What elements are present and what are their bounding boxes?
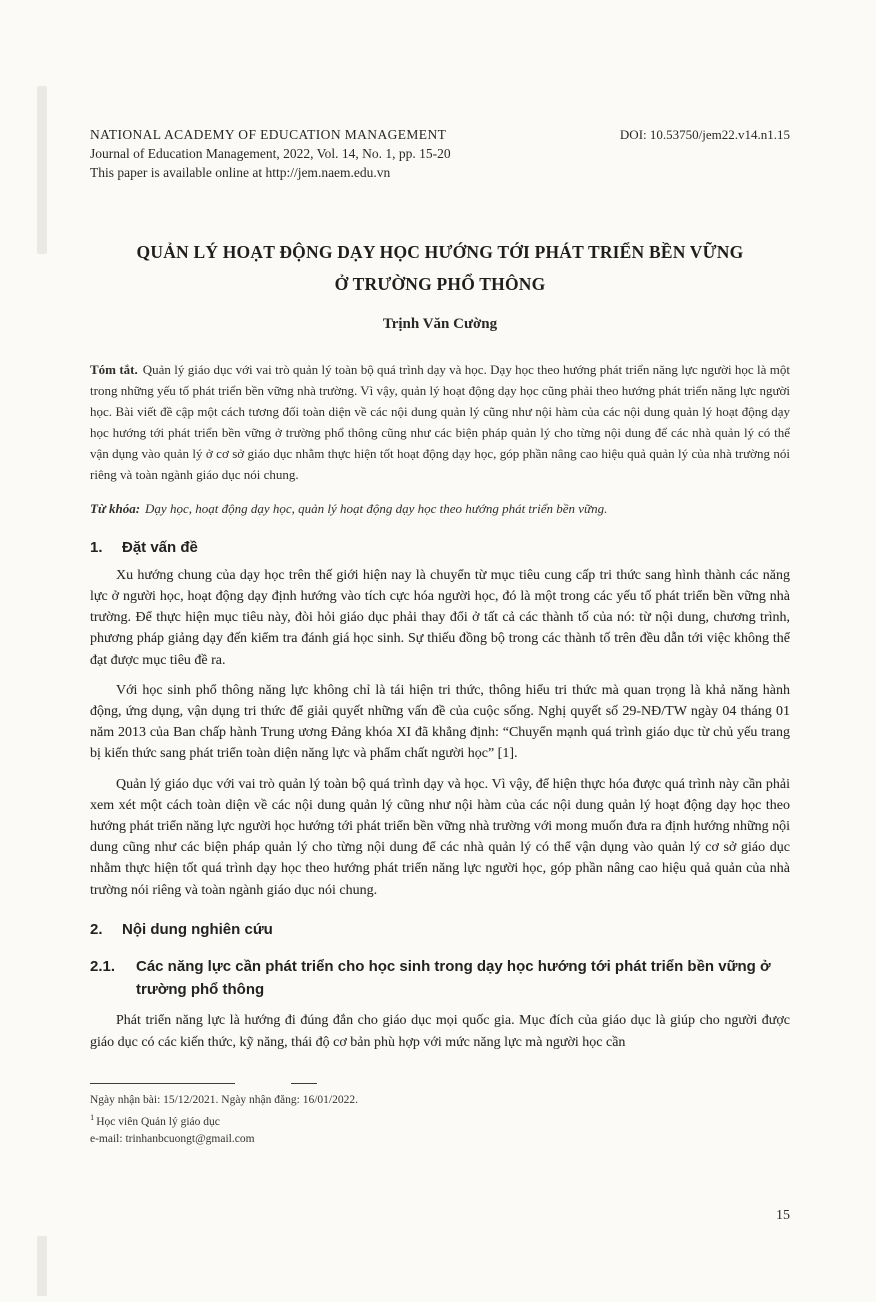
journal-header xyxy=(90,125,790,182)
section-2-title: Nội dung nghiên cứu xyxy=(122,920,273,938)
paragraph: Phát triển năng lực là hướng đi đúng đắn cho giáo dục mọi quốc gia. Mục đích của giáo dục là giúp cho người được giáo dục có các kiến thức, kỹ năng, thái độ cơ bản phù hợp với mức năng lực mà người học cần xyxy=(90,1013,790,1050)
subsection-2-1-number: 2.1. xyxy=(90,957,116,975)
institution-name: NATIONAL ACADEMY OF EDUCATION MANAGEMENT xyxy=(90,127,447,142)
doi-text: DOI: 10.53750/jem22.v14.n1.15 xyxy=(619,127,790,142)
journal-citation: Journal of Education Management, 2022, Vol. 14, No. 1, pp. 15-20 xyxy=(90,146,451,161)
footnote-separator-long xyxy=(90,1083,235,1085)
footnote-dates: Ngày nhận bài: 15/12/2021. Ngày nhận đăng: 16/01/2022. xyxy=(90,1094,358,1107)
journal-header-left xyxy=(90,125,451,182)
footnote-affiliation-text: Học viên Quản lý giáo dục xyxy=(96,1116,220,1129)
footnote-separator-short xyxy=(291,1083,317,1085)
article-title-line1: QUẢN LÝ HOẠT ĐỘNG DẠY HỌC HƯỚNG TỚI PHÁT TRIỂN BỀN VỮNG xyxy=(136,242,744,262)
availability-note: This paper is available online at http://jem.naem.edu.vn xyxy=(90,165,391,180)
paragraph: Với học sinh phổ thông năng lực không chỉ là tái hiện tri thức, thông hiểu tri thức mà quan trọng là khả năng hành động, ứng dụng, vận dụng tri thức để giải quyết những vấn đề của cuộc sống. Nghị quyết số 29-NĐ/TW ngày 04 tháng 01 năm 2013 của Ban chấp hành Trung ương Đảng khóa XI đã khẳng định: “Chuyển mạnh quá trình giáo dục từ chủ yếu trang bị kiến thức sang phát triển toàn diện năng lực và phẩm chất người học” [1]. xyxy=(90,682,790,762)
footnote-email: e-mail: trinhanbcuongt@gmail.com xyxy=(90,1133,255,1146)
article-title-line2: Ở TRƯỜNG PHỔ THÔNG xyxy=(334,274,546,295)
subsection-2-1-title: Các năng lực cần phát triển cho học sinh trong dạy học hướng tới phát triển bền vững ở trường phổ thông xyxy=(136,957,771,999)
abstract-label: Tóm tắt. xyxy=(90,361,138,377)
subsection-2-1-heading xyxy=(90,955,790,1002)
section-2-heading xyxy=(90,921,790,938)
paragraph: Xu hướng chung của dạy học trên thế giới hiện nay là chuyển từ mục tiêu cung cấp tri thức sang hình thành các năng lực ở người học, hoạt động dạy định hướng vào tích cực hóa người học, đó là một trong các yếu tố phát triển bền vững nhà trường. Để thực hiện mục tiêu này, đòi hỏi giáo dục phải thay đổi ở tất cả các thành tố của nó: từ nội dung, chương trình, phương pháp giảng dạy đến kiểm tra đánh giá học sinh. Sự thiếu đồng bộ trong các thành tố trên đều dẫn tới việc không thể đạt được mục tiêu đề ra. xyxy=(90,567,790,668)
footnote-affiliation xyxy=(90,1109,790,1131)
keywords-text: Dạy học, hoạt động dạy học, quản lý hoạt động dạy học theo hướng phát triển bền vững. xyxy=(145,500,608,516)
footnotes xyxy=(90,1092,790,1148)
section-1-title: Đặt vấn đề xyxy=(122,538,198,556)
section-1-number: 1. xyxy=(90,538,103,556)
section-2-number: 2. xyxy=(90,920,103,938)
keywords xyxy=(90,498,790,519)
footnote-separator xyxy=(90,1083,790,1085)
abstract-text: Quản lý giáo dục với vai trò quản lý toàn bộ quá trình dạy và học. Dạy học theo hướng phát triển năng lực người học là một trong những yếu tố phát triển bền vững nhà trường. Vì vậy, quản lý hoạt động dạy học cũng phải theo hướng phát triển năng lực người học. Bài viết đề cập một cách tương đối toàn diện về các nội dung quản lý cũng như nội hàm của các nội dung quản lý hoạt động dạy học hướng tới phát triển bền vững ở trường phổ thông cũng như các biện pháp quản lý cho từng nội dung để các nhà quản lý có thể vận dụng vào quản lý ở cơ sở giáo dục nhằm thực hiện tốt hoạt động dạy học, góp phần nâng cao hiệu quả quản lý của nhà trường nói riêng và toàn ngành giáo dục nói chung. xyxy=(90,361,790,482)
section-1-heading xyxy=(90,539,790,556)
paragraph: Quản lý giáo dục với vai trò quản lý toàn bộ quá trình dạy và học. Vì vậy, để hiện thực hóa được quá trình này cần phải xem xét một cách toàn diện về các nội dung quản lý cũng như nội hàm của các nội dung quản lý hoạt động dạy học theo hướng phát triển năng lực người học hướng tới phát triển bền vững nhà trường với mong muốn đưa ra định hướng những nội dung cũng như các biện pháp quản lý cho từng nội dung để các nhà quản lý có thể vận dụng vào quản lý cơ sở giáo dục nhằm thực hiện tốt quá trình dạy học theo hướng phát triển năng lực người học, góp phần nâng cao hiệu quả quản của nhà trường nói riêng và toàn ngành giáo dục nói chung. xyxy=(90,776,790,898)
footnote-marker: 1 xyxy=(90,1112,95,1123)
keywords-label: Từ khóa: xyxy=(90,500,141,516)
scan-artifact-left-top xyxy=(37,86,47,254)
scan-artifact-left-bottom xyxy=(37,1236,47,1296)
journal-header-right xyxy=(620,125,790,144)
article-title xyxy=(90,236,790,301)
author-name: Trịnh Văn Cường xyxy=(382,315,498,332)
page-number: 15 xyxy=(776,1208,790,1223)
abstract xyxy=(90,359,790,485)
